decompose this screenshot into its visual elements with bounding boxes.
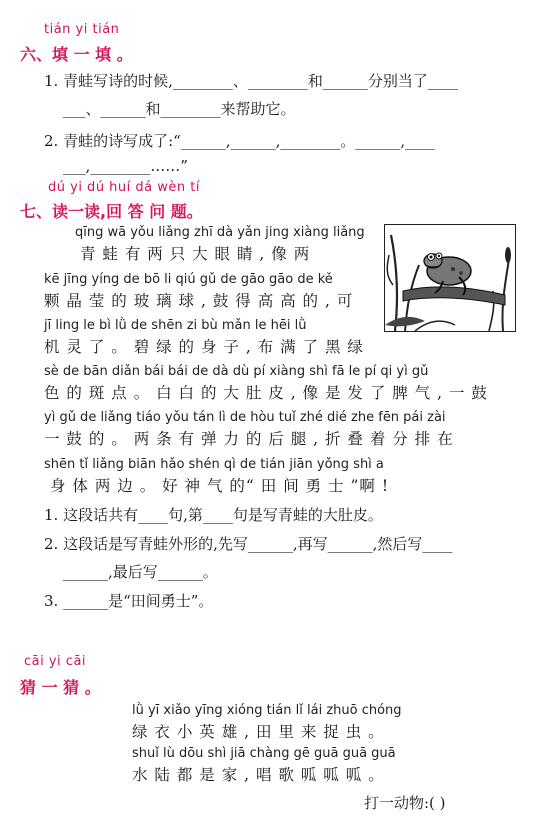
passage-text-5: 一 鼓 的 。 两 条 有 弹 力 的 后 腿 , 折 叠 着 分 排 在 [44,430,454,448]
frog-icon [385,225,515,331]
passage-pinyin-5: yì gǔ de liǎng tiáo yǒu tán lì de hòu tuǐ zhé dié zhe fēn pái zài [44,410,446,425]
riddle-pinyin: cāi yi cāi [24,654,87,669]
section6-pinyin: tián yi tián [44,22,120,37]
riddle-text-1: 绿 衣 小 英 雄 , 田 里 来 捉 虫 。 [132,723,385,741]
section7-title: 七、读一读,回 答 问 题。 [20,202,203,221]
section7-q2-line2: ______,最后写______。 [63,563,218,581]
section6-q1-line1: 1. 青蛙写诗的时候,________、________和______分别当了____ [44,72,458,90]
riddle-pinyin-2: shuǐ lù dōu shì jiā chàng gē guā guā guā [132,746,396,761]
section7-q2-line1: 2. 这段话是写青蛙外形的,先写______,再写______,然后写____ [44,535,453,553]
riddle-text-2: 水 陆 都 是 家 , 唱 歌 呱 呱 呱 。 [132,766,385,784]
riddle-pinyin-1: lǜ yī xiǎo yīng xióng tián lǐ lái zhuō chóng [132,703,402,718]
section7-pinyin: dú yi dú huí dá wèn tí [48,180,200,195]
section6-q2-line1: 2. 青蛙的诗写成了:“______,______,________。______,____ [44,132,436,150]
passage-text-2: 颗 晶 莹 的 玻 璃 球 , 鼓 得 高 高 的 , 可 [44,292,354,310]
passage-text-6: 身 体 两 边 。 好 神 气 的“ 田 间 勇 士 ”啊 ! [50,477,390,495]
section6-q1-line2: ___、______和________来帮助它。 [63,100,296,118]
section7-q1: 1. 这段话共有____句,第____句是写青蛙的大肚皮。 [44,506,383,524]
passage-text-1: 青 蛙 有 两 只 大 眼 睛 , 像 两 [80,245,311,263]
passage-text-3: 机 灵 了 。 碧 绿 的 身 子 , 布 满 了 黑 绿 [44,338,364,356]
passage-pinyin-2: kē jīng yíng de bō li qiú gǔ de gāo gāo de kě [44,272,333,287]
riddle-answer: 打一动物:( ) [364,794,446,812]
passage-pinyin-1: qīng wā yǒu liǎng zhī dà yǎn jing xiàng liǎng [75,225,365,240]
section7-q3: 3. ______是“田间勇士”。 [44,592,214,610]
section6-q2-line2: ___,________……” [63,157,188,175]
passage-pinyin-4: sè de bān diǎn bái bái de dà dù pí xiàng shì fā le pí qi yì gǔ [44,364,429,379]
section6-title: 六、填 一 填 。 [20,45,133,64]
frog-illustration [384,224,516,332]
passage-text-4: 色 的 斑 点 。 白 白 的 大 肚 皮 , 像 是 发 了 脾 气 , 一 鼓 [44,384,488,402]
passage-pinyin-6: shēn tǐ liǎng biān hǎo shén qì de tián jiān yǒng shì a [44,457,384,472]
riddle-title: 猜 一 猜 。 [20,678,101,697]
passage-pinyin-3: jī ling le bì lǜ de shēn zi bù mǎn le hēi lǜ [44,318,307,333]
